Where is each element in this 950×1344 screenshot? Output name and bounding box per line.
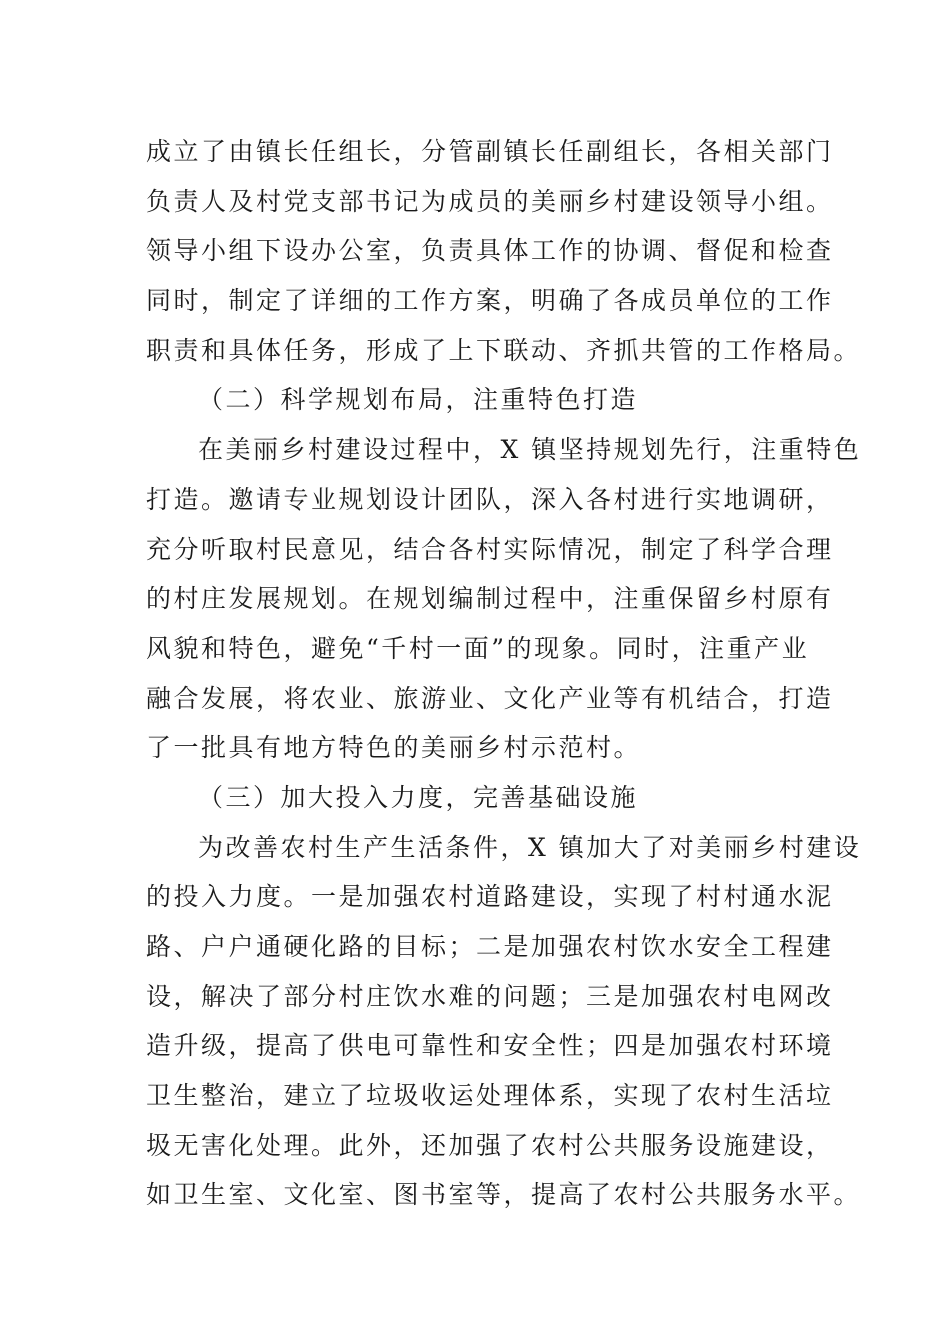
paragraph-line: 职责和具体任务，形成了上下联动、齐抓共管的工作格局。 xyxy=(146,335,862,365)
paragraph-line: 领导小组下设办公室，负责具体工作的协调、督促和检查 xyxy=(146,236,834,266)
paragraph-line: 风貌和特色，避免“千村一面”的现象。同时，注重产业 xyxy=(146,633,810,663)
paragraph-line: 圾无害化处理。此外，还加强了农村公共服务设施建设， xyxy=(146,1130,834,1160)
paragraph-line: 的投入力度。一是加强农村道路建设，实现了村村通水泥 xyxy=(146,882,834,912)
paragraph-line: 成立了由镇长任组长，分管副镇长任副组长，各相关部门 xyxy=(146,137,834,166)
paragraph-line: 同时，制定了详细的工作方案，明确了各成员单位的工作 xyxy=(146,286,834,316)
paragraph-line: 卫生整治，建立了垃圾收运处理体系，实现了农村生活垃 xyxy=(146,1081,834,1111)
paragraph-line: 融合发展，将农业、旅游业、文化产业等有机结合，打造 xyxy=(146,683,834,713)
paragraph-line: 路、户户通硬化路的目标；二是加强农村饮水安全工程建 xyxy=(146,932,834,961)
document-body xyxy=(146,127,862,1220)
paragraph-line: 了一批具有地方特色的美丽乡村示范村。 xyxy=(146,733,642,763)
paragraph-line: 负责人及村党支部书记为成员的美丽乡村建设领导小组。 xyxy=(146,186,834,216)
paragraph-line: 的村庄发展规划。在规划编制过程中，注重保留乡村原有 xyxy=(146,584,834,614)
paragraph-line: 打造。邀请专业规划设计团队，深入各村进行实地调研， xyxy=(146,484,834,514)
paragraph-line: 为改善农村生产生活条件，X 镇加大了对美丽乡村建设 xyxy=(198,832,862,862)
paragraph-line: 充分听取村民意见，结合各村实际情况，制定了科学合理 xyxy=(146,534,834,564)
section-heading: （三）加大投入力度，完善基础设施 xyxy=(198,782,639,812)
paragraph-line: 造升级，提高了供电可靠性和安全性；四是加强农村环境 xyxy=(146,1031,834,1061)
paragraph-line: 设，解决了部分村庄饮水难的问题；三是加强农村电网改 xyxy=(146,981,834,1011)
paragraph-line: 在美丽乡村建设过程中，X 镇坚持规划先行，注重特色 xyxy=(198,435,862,465)
paragraph-line: 如卫生室、文化室、图书室等，提高了农村公共服务水平。 xyxy=(146,1180,862,1210)
section-heading: （二）科学规划布局，注重特色打造 xyxy=(198,385,639,415)
